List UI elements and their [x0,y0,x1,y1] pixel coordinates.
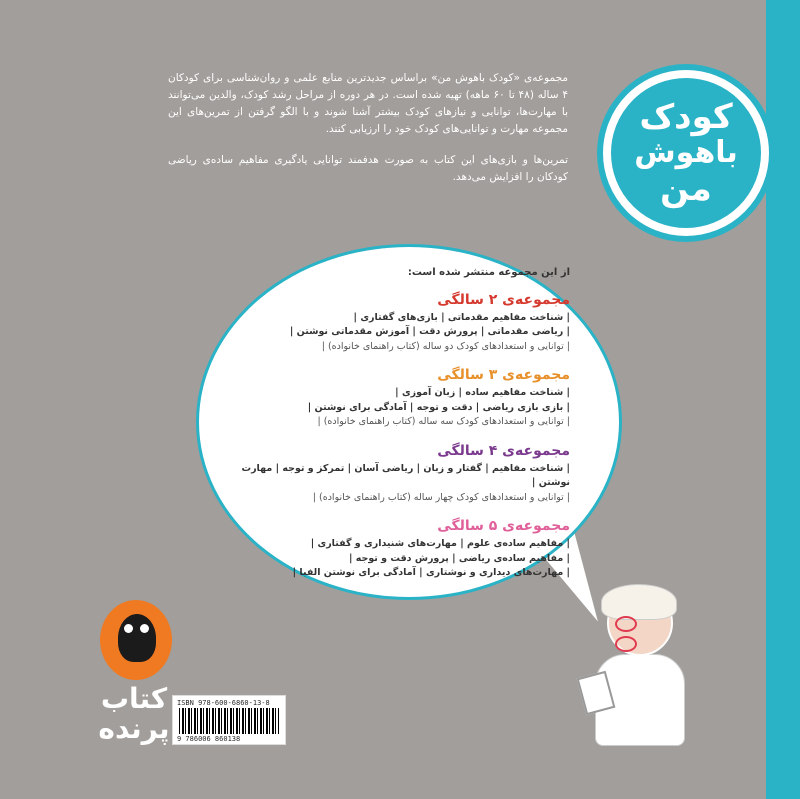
group-line: | توانایی و استعدادهای کودک سه ساله (کتاب راهنمای خانواده) | [317,416,570,427]
spine-stripe [766,0,800,799]
series-group [230,517,570,581]
series-group [230,366,570,430]
intro-text [168,70,568,200]
publisher-logo [94,600,174,750]
intro-paragraph-2: تمرین‌ها و بازی‌های این کتاب به صورت هدفمند توانایی یادگیری مفاهیم ساده‌ی ریاضی کودکان را افزایش می‌دهد. [168,154,568,183]
group-line: | مفاهیم ساده‌ی علوم | مهارت‌های شنیداری و گفتاری | [310,538,570,549]
bird-icon [118,614,156,662]
isbn-text: ISBN 978-600-6860-13-8 [177,699,270,707]
glasses-icon [615,616,663,630]
group-line: | مهارت‌های دیداری و نوشتاری | آمادگی برای نوشتن الفبا | [292,567,570,578]
group-line: | مفاهیم ساده‌ی ریاضی | پرورش دقت و توجه | [348,552,570,564]
group-line: | شناخت مفاهیم مقدماتی | بازی‌های گفتاری | [353,311,570,323]
group-line: | بازی بازی ریاضی | دقت و توجه | آمادگی برای نوشتن | [307,401,570,413]
group-title: مجموعه‌ی ۲ سالگی [437,291,570,308]
group-line: | توانایی و استعدادهای کودک دو ساله (کتاب راهنمای خانواده) | [321,340,570,352]
intro-paragraph-1: مجموعه‌ی «کودک باهوش من» براساس جدیدترین منابع علمی و روان‌شناسی برای کودکان ۴ ساله (۴۸ تا ۶۰ ماهه) تهیه شده است. در هر دوره از مراحل رشد کودک، والدین می‌توانند با مهارت‌ها، توانایی و نیازهای کودک بیشتر آشنا شوند و با الگو گرفتن از تمرین‌های این مجموعه مهارت و توانایی‌های کودک خود را ارزیابی کنند. [168,72,568,135]
logo-line-1: کودک [639,97,733,137]
group-line: | شناخت مفاهیم ساده | زبان آموزی | [395,387,570,398]
barcode [172,695,286,745]
series-logo [603,70,769,236]
barcode-bars [179,708,279,734]
series-list [230,266,570,593]
barcode-digits: 9 786006 860138 [177,735,241,743]
group-line: | ریاضی مقدماتی | پرورش دقت | آموزش مقدماتی نوشتن | [289,326,570,337]
series-group [230,291,570,355]
series-group [230,442,570,506]
logo-line-3: من [660,169,712,209]
publisher-name: کتاب پرنده [98,682,170,745]
group-title: مجموعه‌ی ۵ سالگی [437,518,570,534]
doctor-illustration [585,590,695,750]
doctor-hair [601,584,677,620]
group-line: | توانایی و استعدادهای کودک چهار ساله (کتاب راهنمای خانواده) | [312,491,570,503]
logo-line-2: باهوش [634,135,738,170]
list-lead: از این مجموعه منتشر شده است: [407,267,570,278]
group-line: | شناخت مفاهیم | گفتار و زبان | ریاضی آسان | تمرکز و توجه | مهارت نوشتن | [241,462,570,488]
group-title: مجموعه‌ی ۳ سالگی [437,367,570,383]
group-title: مجموعه‌ی ۴ سالگی [437,442,570,459]
